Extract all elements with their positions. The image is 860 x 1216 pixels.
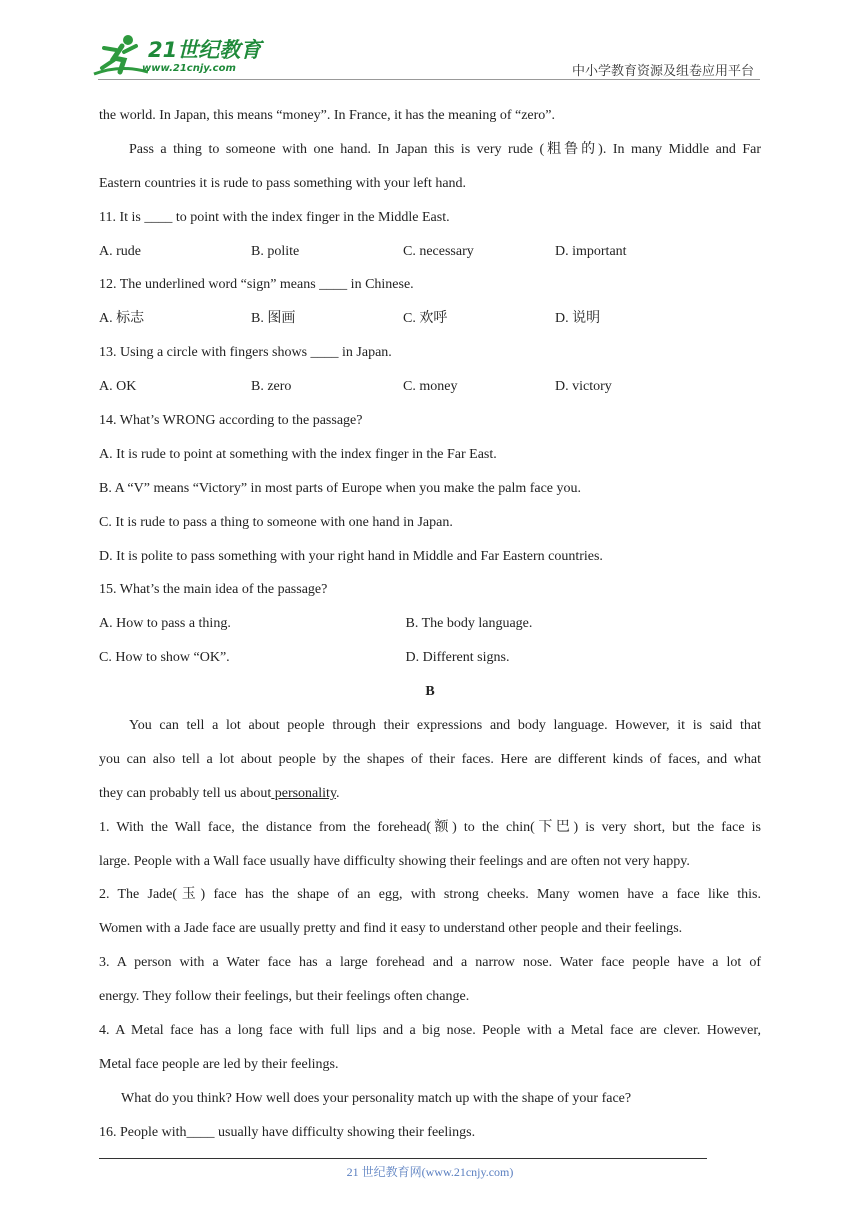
question-13-options	[99, 370, 761, 404]
question-12-stem: 12. The underlined word “sign” means ____ in Chinese.	[99, 277, 414, 293]
passage-line: 3. A person with a Water face has a large forehead and a narrow nose. Water face people have a lot of	[99, 955, 761, 971]
option-b: B. A “V” means “Victory” in most parts of Europe when you make the palm face you.	[99, 480, 582, 496]
header-platform-title: 中小学教育资源及组卷应用平台	[571, 63, 754, 78]
option-b: B. 图画	[251, 311, 296, 327]
footer-divider	[99, 1158, 707, 1159]
option-a: A. How to pass a thing.	[99, 616, 231, 632]
passage-line: 2. The Jade(玉) face has the shape of an egg, with strong cheeks. Many women have a face like this.	[99, 887, 761, 903]
passage-line: 1. With the Wall face, the distance from the forehead(额) to the chin(下巴) is very short, but the face is	[99, 819, 761, 835]
logo-brand-text: 21世纪教育	[148, 38, 262, 62]
passage-line: large. People with a Wall face usually have difficulty showing their feelings and are often not very happy.	[99, 853, 690, 869]
passage-line: the world. In Japan, this means “money”. In France, it has the meaning of “zero”.	[99, 108, 556, 123]
option-a: A. OK	[99, 379, 137, 395]
passage-line: What do you think? How well does your personality match up with the shape of your face?	[121, 1090, 632, 1106]
logo-url-text: www.21cnjy.com	[142, 63, 236, 74]
option-d: D. It is polite to pass something with your right hand in Middle and Far Eastern countries.	[99, 548, 603, 564]
passage-line: you can also tell a lot about people by the shapes of their faces. Here are different kinds of faces, and what	[99, 751, 761, 767]
question-12-options	[99, 302, 761, 336]
option-b: B. The body language.	[405, 616, 533, 632]
question-15-stem: 15. What’s the main idea of the passage?	[99, 582, 328, 598]
passage-text: .	[336, 785, 340, 801]
option-b: B. zero	[251, 379, 292, 395]
option-c: C. money	[403, 379, 458, 395]
question-11-options	[99, 235, 761, 269]
question-14-stem: 14. What’s WRONG according to the passage?	[99, 413, 363, 429]
runner-logo-icon	[92, 34, 148, 78]
question-15-options-row2	[99, 641, 761, 675]
question-15-options-row1	[99, 607, 761, 641]
option-d: D. 说明	[555, 311, 601, 327]
question-16-stem: 16. People with____ usually have difficulty showing their feelings.	[99, 1124, 476, 1140]
option-b: B. polite	[251, 243, 300, 259]
passage-text: they can probably tell us about	[99, 785, 272, 801]
section-b-heading: B	[425, 684, 435, 700]
passage-line: Eastern countries it is rude to pass something with your left hand.	[99, 175, 467, 191]
option-c: C. necessary	[403, 243, 474, 259]
option-a: A. rude	[99, 243, 141, 259]
page-header	[0, 0, 860, 90]
option-d: D. Different signs.	[405, 650, 510, 666]
passage-line: 4. A Metal face has a long face with full lips and a big nose. People with a Metal face are clever. However,	[99, 1023, 761, 1039]
header-divider	[98, 79, 760, 80]
question-13-stem: 13. Using a circle with fingers shows ____ in Japan.	[99, 345, 392, 361]
page-footer: 21 世纪教育网(www.21cnjy.com)	[346, 1165, 514, 1179]
passage-line: Pass a thing to someone with one hand. In Japan this is very rude (粗鲁的). In many Middle and Far	[129, 141, 761, 157]
option-d: D. victory	[555, 379, 612, 395]
option-d: D. important	[555, 243, 627, 259]
passage-line	[99, 777, 761, 811]
option-a: A. 标志	[99, 311, 145, 327]
passage-line: Metal face people are led by their feelings.	[99, 1056, 339, 1072]
document-body	[99, 99, 761, 1150]
underlined-word-personality: personality	[271, 785, 337, 801]
option-a: A. It is rude to point at something with the index finger in the Far East.	[99, 446, 497, 462]
option-c: C. How to show “OK”.	[99, 650, 230, 666]
site-logo	[92, 34, 262, 78]
question-11-stem: 11. It is ____ to point with the index finger in the Middle East.	[99, 209, 450, 225]
option-c: C. It is rude to pass a thing to someone with one hand in Japan.	[99, 514, 453, 530]
passage-line: Women with a Jade face are usually pretty and find it easy to understand other people and their feelings.	[99, 921, 683, 937]
option-c: C. 欢呼	[403, 311, 448, 327]
passage-line: energy. They follow their feelings, but their feelings often change.	[99, 989, 470, 1005]
passage-line: You can tell a lot about people through their expressions and body language. However, it is said that	[129, 718, 761, 734]
